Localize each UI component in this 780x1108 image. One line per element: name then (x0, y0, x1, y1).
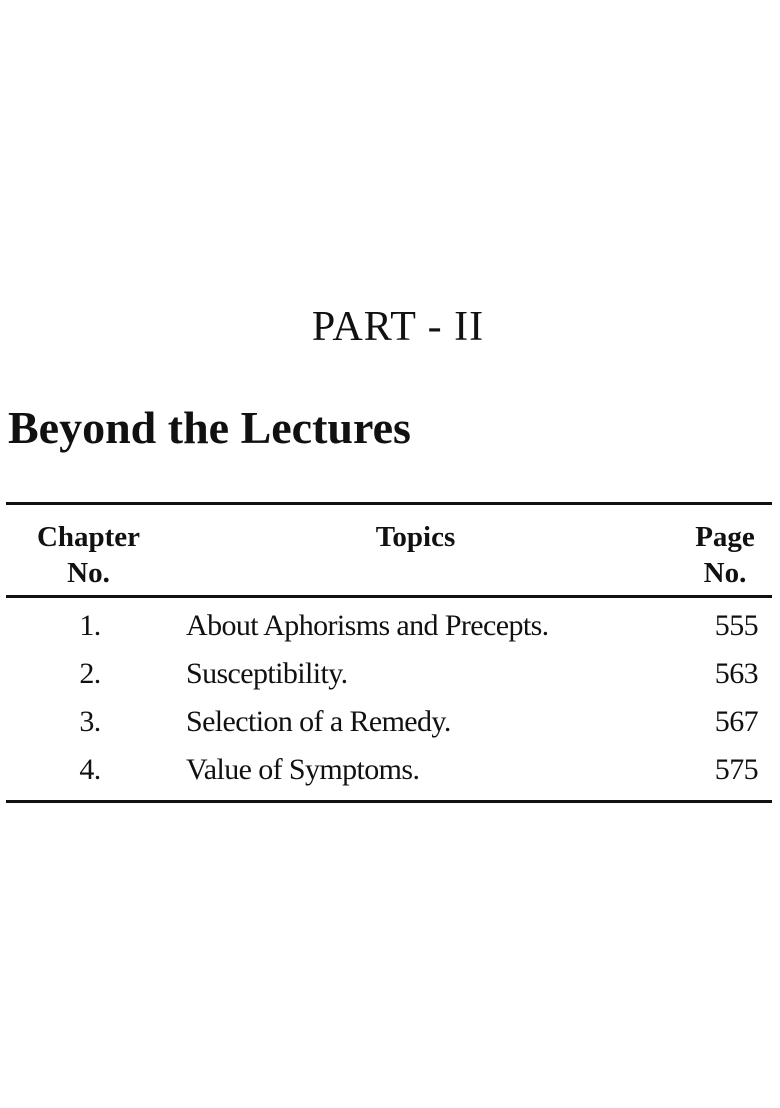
header-chapter-line2: No. (67, 557, 110, 589)
header-page-line1: Page (695, 521, 755, 553)
chapter-topic: About Aphorisms and Precepts. (186, 609, 549, 642)
chapter-page: 575 (714, 753, 758, 786)
contents-table (6, 502, 772, 803)
chapter-topic: Selection of a Remedy. (186, 705, 451, 738)
chapter-number: 1. (79, 609, 101, 642)
table-row (6, 746, 772, 794)
table-row (6, 650, 772, 698)
table-row (6, 602, 772, 650)
chapter-page: 567 (714, 705, 758, 738)
section-title: Beyond the Lectures (8, 402, 411, 453)
chapter-topic: Value of Symptoms. (186, 753, 420, 786)
chapter-page: 555 (714, 609, 758, 642)
chapter-number: 2. (79, 657, 101, 690)
chapter-page: 563 (714, 657, 758, 690)
header-page-line2: No. (703, 557, 747, 589)
chapter-number: 4. (79, 753, 101, 786)
table-header-row (6, 505, 772, 595)
header-chapter-line1: Chapter (36, 521, 141, 553)
header-topics: Topics (375, 521, 456, 553)
header-page-no (690, 505, 772, 595)
table-row (6, 698, 772, 746)
table-body (6, 598, 772, 800)
part-heading: PART - II (311, 304, 485, 350)
table-bottom-rule (6, 800, 772, 803)
chapter-number: 3. (79, 705, 101, 738)
chapter-topic: Susceptibility. (186, 657, 348, 690)
